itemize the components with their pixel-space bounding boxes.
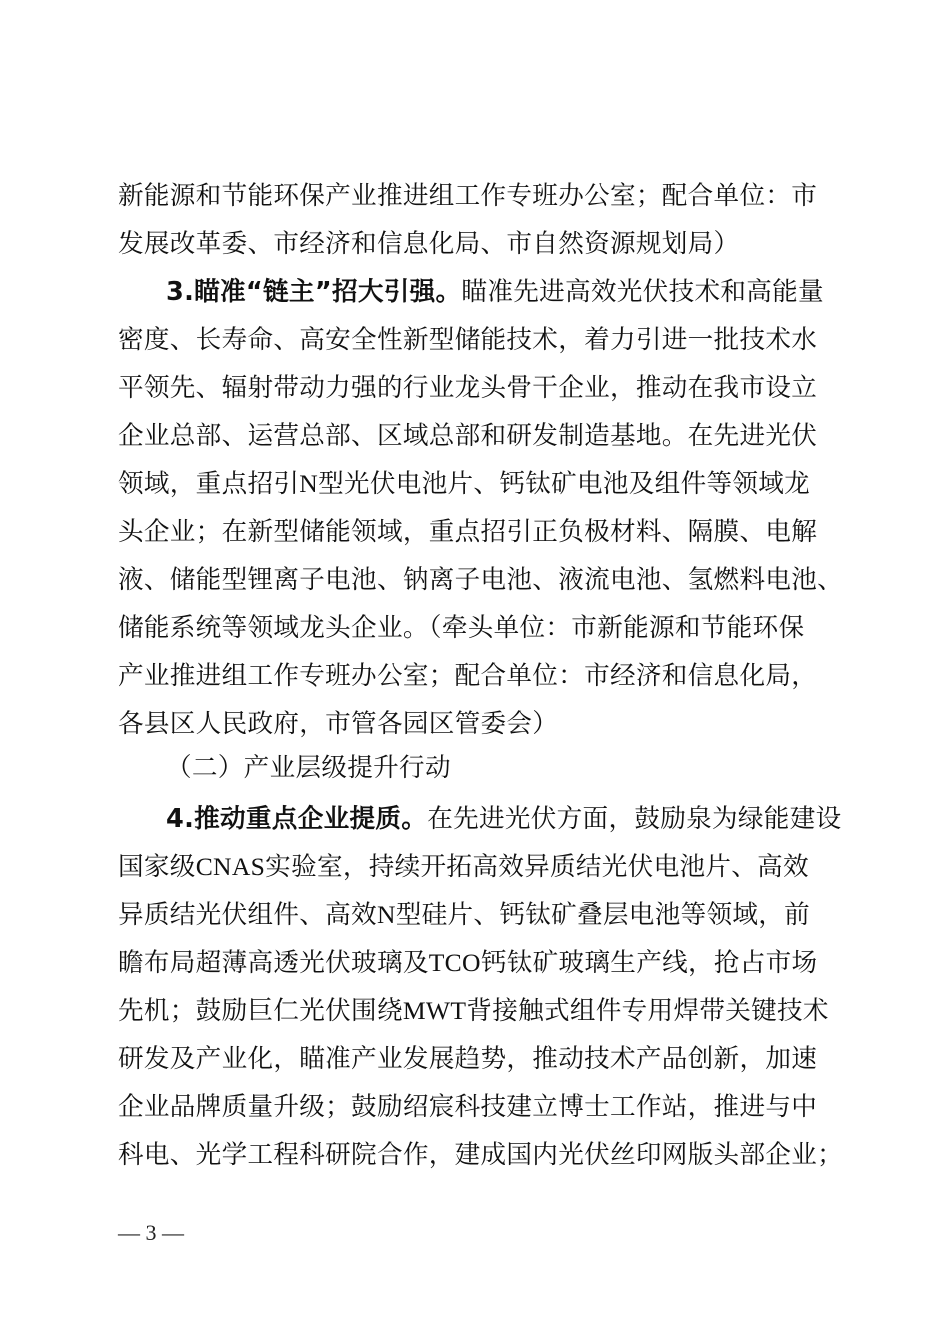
text-segment: 背接触式组件专用焊带关键技术 xyxy=(466,996,829,1026)
text-line: 产业推进组工作专班办公室；配合单位：市经济和信息化局， xyxy=(118,661,818,691)
item-3-heading: 3.瞄准“链主”招大引强。 xyxy=(166,277,462,307)
text-line: 密度、长寿命、高安全性新型储能技术，着力引进一批技术水 xyxy=(118,325,818,355)
text-segment: 型光伏电池片、钙钛矿电池及组件等领域龙 xyxy=(318,469,811,499)
text-segment: TCO xyxy=(428,948,481,977)
text-line: 研发及产业化，瞄准产业发展趋势，推动技术产品创新，加速 xyxy=(118,1044,818,1074)
text-segment: 领域，重点招引 xyxy=(118,469,300,499)
text-line xyxy=(118,900,810,930)
text-segment: 异质结光伏组件、高效 xyxy=(118,900,377,930)
text-line: 平领先、辐射带动力强的行业龙头骨干企业，推动在我市设立 xyxy=(118,373,818,403)
section-heading: （二）产业层级提升行动 xyxy=(166,753,451,783)
text-segment: 钙钛矿玻璃生产线，抢占市场 xyxy=(480,948,818,978)
text-line: 液、储能型锂离子电池、钠离子电池、液流电池、氢燃料电池、 xyxy=(118,565,844,595)
text-line: 各县区人民政府，市管各园区管委会） xyxy=(118,709,559,739)
text-segment: CNAS xyxy=(195,852,266,881)
text-segment: 实验室，持续开拓高效异质结光伏电池片、高效 xyxy=(265,852,809,882)
text-segment: MWT xyxy=(402,996,467,1025)
text-segment: 型硅片、钙钛矿叠层电池等领域，前 xyxy=(395,900,811,930)
text-line xyxy=(118,996,829,1026)
item-4-paragraph-start xyxy=(166,804,842,834)
text-line: 储能系统等领域龙头企业。（牵头单位：市新能源和节能环保 xyxy=(118,613,805,643)
page-number: — 3 — xyxy=(118,1220,184,1245)
text-segment: 先机；鼓励巨仁光伏围绕 xyxy=(118,996,403,1026)
text-line xyxy=(118,469,810,499)
text-line: 企业品牌质量升级；鼓励绍宸科技建立博士工作站，推进与中 xyxy=(118,1092,818,1122)
text-line: 头企业；在新型储能领域，重点招引正负极材料、隔膜、电解 xyxy=(118,517,818,547)
text-segment: 国家级 xyxy=(118,852,196,882)
text-line: 发展改革委、市经济和信息化局、市自然资源规划局） xyxy=(118,229,740,259)
text-line xyxy=(118,948,817,978)
item-4-heading: 4.推动重点企业提质。 xyxy=(166,804,428,834)
text-segment: N xyxy=(299,469,319,498)
text-line: 企业总部、运营总部、区域总部和研发制造基地。在先进光伏 xyxy=(118,421,818,451)
text-segment: 瞻布局超薄高透光伏玻璃及 xyxy=(118,948,429,978)
text-line: 新能源和节能环保产业推进组工作专班办公室；配合单位：市 xyxy=(118,181,818,211)
item-4-text: 在先进光伏方面，鼓励泉为绿能建设 xyxy=(427,804,842,834)
item-3-paragraph-start xyxy=(166,277,824,307)
text-line: 科电、光学工程科研院合作，建成国内光伏丝印网版头部企业； xyxy=(118,1140,844,1170)
text-segment: N xyxy=(376,900,396,929)
item-3-text: 瞄准先进高效光伏技术和高能量 xyxy=(461,277,824,307)
text-line xyxy=(118,852,809,882)
